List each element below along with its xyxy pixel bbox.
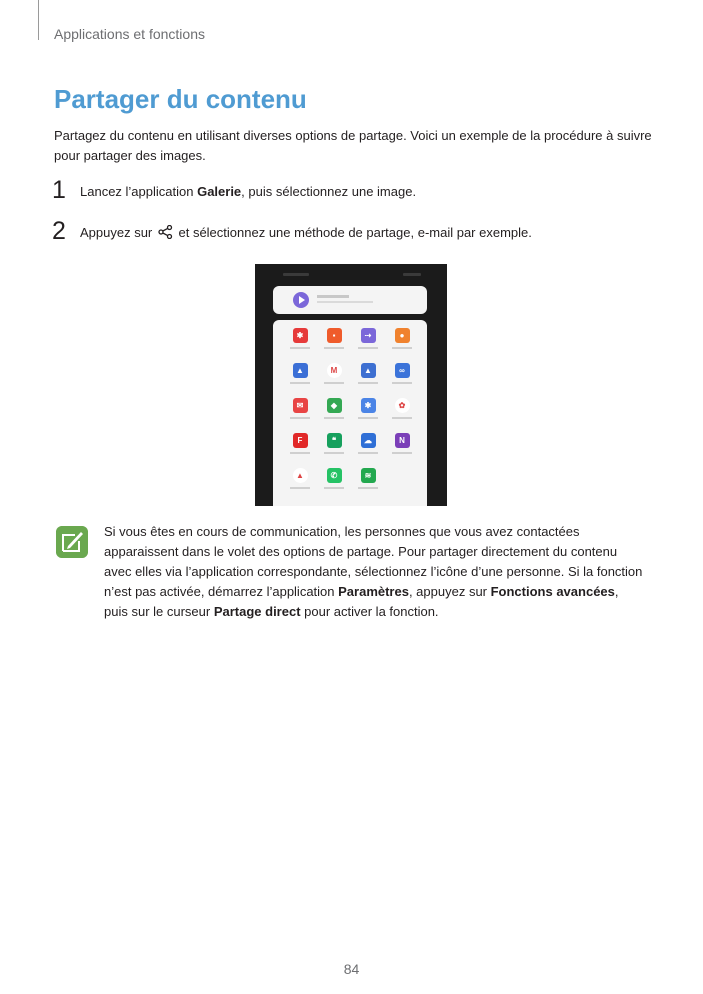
note-pencil-icon <box>56 526 88 558</box>
header-rule <box>38 0 39 40</box>
onedrive-icon: ☁ <box>361 433 376 448</box>
gmail-icon: M <box>327 363 342 378</box>
share-app[interactable] <box>355 468 381 489</box>
share-app-label <box>290 452 310 454</box>
share-app-label <box>358 487 378 489</box>
share-app[interactable] <box>287 328 313 349</box>
share-app[interactable] <box>389 363 415 384</box>
share-app[interactable] <box>321 328 347 349</box>
link-icon: ⇢ <box>361 328 376 343</box>
share-app-label <box>358 347 378 349</box>
share-app[interactable] <box>287 468 313 489</box>
share-app[interactable] <box>321 398 347 419</box>
note-icon: ▪ <box>327 328 342 343</box>
cloud-upload-icon: ▲ <box>361 363 376 378</box>
share-app-label <box>290 382 310 384</box>
share-app-label <box>290 487 310 489</box>
page-number: 84 <box>343 961 360 977</box>
wifi-direct-icon: ≋ <box>361 468 376 483</box>
share-app-label <box>324 347 344 349</box>
share-app-label <box>290 417 310 419</box>
flipboard-icon: F <box>293 433 308 448</box>
direct-share-card <box>273 286 427 314</box>
note-text: Si vous êtes en cours de communication, les personnes que vous avez contactées apparaissent dans le volet des options de partage. Pour partager directement du contenu avec elles via l’application correspondante, sélectionnez l’icône d’une personne. Si la fonction n’est pas activée, démarrez l’application Paramètres, appuyez sur Fonctions avancées, puis sur le curseur Partage direct pour activer la fonction. <box>104 524 643 619</box>
share-app[interactable] <box>355 363 381 384</box>
onenote-icon: N <box>395 433 410 448</box>
contact-icon: ● <box>395 328 410 343</box>
share-panel-screenshot <box>255 264 447 506</box>
step-text: Lancez l’application Galerie, puis sélectionnez une image. <box>80 184 417 199</box>
share-app[interactable] <box>355 328 381 349</box>
page-title: Partager du contenu <box>54 84 307 114</box>
share-app[interactable] <box>321 433 347 454</box>
share-app[interactable] <box>389 328 415 349</box>
step-number: 2 <box>52 217 66 245</box>
share-app-label <box>290 347 310 349</box>
photos-icon: ✿ <box>395 398 410 413</box>
share-app-label <box>392 347 412 349</box>
share-apps-grid <box>273 320 427 506</box>
step-number: 1 <box>52 176 66 204</box>
email-icon: ✉ <box>293 398 308 413</box>
share-app[interactable] <box>389 398 415 419</box>
share-app[interactable] <box>389 433 415 454</box>
whatsapp-icon: ✆ <box>327 468 342 483</box>
share-app-label <box>358 452 378 454</box>
intro-paragraph: Partagez du contenu en utilisant diverses options de partage. Voici un exemple de la procédure à suivre pour partager des images. <box>54 128 652 163</box>
section-header: Applications et fonctions <box>54 26 205 42</box>
share-app-label <box>392 417 412 419</box>
direct-share-avatar <box>293 292 309 308</box>
share-app-label <box>358 382 378 384</box>
share-icon <box>158 225 173 239</box>
bell-icon: ▲ <box>293 363 308 378</box>
share-app-label <box>358 417 378 419</box>
share-app-label <box>324 417 344 419</box>
link-share-icon: ∞ <box>395 363 410 378</box>
share-app[interactable] <box>321 363 347 384</box>
share-app-label <box>324 487 344 489</box>
share-app[interactable] <box>355 398 381 419</box>
share-app-label <box>392 452 412 454</box>
share-app-label <box>324 382 344 384</box>
app-name-galerie: Galerie <box>197 184 242 199</box>
share-app[interactable] <box>287 433 313 454</box>
hangouts-icon: ❝ <box>327 433 342 448</box>
share-app-label <box>324 452 344 454</box>
maps-icon: ◆ <box>327 398 342 413</box>
share-app[interactable] <box>355 433 381 454</box>
share-app[interactable] <box>287 363 313 384</box>
asterisk-icon: ✱ <box>293 328 308 343</box>
step-text: Appuyez sur et sélectionnez une méthode de partage, e-mail par exemple. <box>80 225 532 240</box>
share-app[interactable] <box>321 468 347 489</box>
bluetooth-icon: ✱ <box>361 398 376 413</box>
share-app-label <box>392 382 412 384</box>
share-app[interactable] <box>287 398 313 419</box>
share-panel-header <box>255 264 447 286</box>
drive-icon: ▲ <box>293 468 308 483</box>
